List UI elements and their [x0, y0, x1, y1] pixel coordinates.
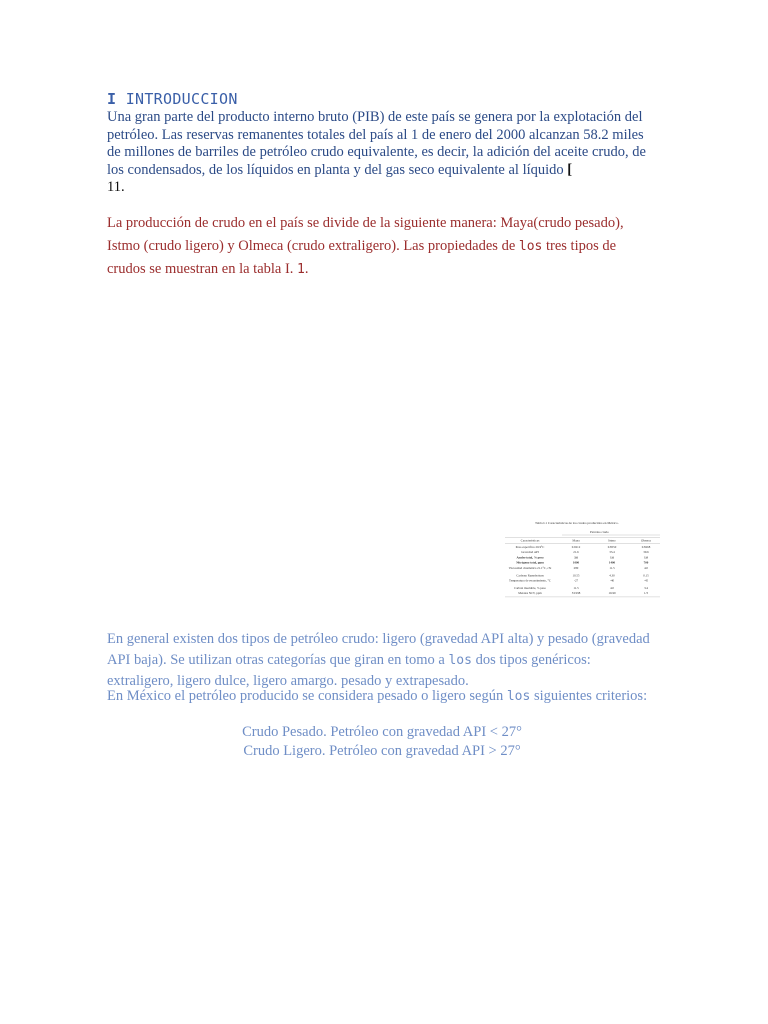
table-cell: 280: [573, 565, 579, 570]
section-number: I: [107, 90, 117, 108]
types-text-1: En general existen dos tipos de petróleo crudo: ligero (gravedad API alta) y pesado (gravedad API baja). Se utilizan otras categorías que giran en tomo a: [107, 631, 650, 668]
table-cell: 33.4: [609, 550, 615, 555]
table-cell: 1.0: [644, 555, 648, 560]
table-cell: 4.0: [610, 586, 614, 590]
table-row-label: Carbono Ramsbottom: [516, 573, 544, 578]
table-cell: 1000: [572, 560, 580, 565]
types-text-2: dos tipos genéricos: extraligero, ligero dulce, ligero amargo. pesado y extrapesado.: [107, 652, 591, 689]
table-row-label: Viscosidad cinemática 21.1°C, cSt: [508, 565, 552, 570]
types-los: los: [448, 653, 472, 668]
production-los: los: [518, 238, 543, 254]
table-row-label: Azufre total, % peso: [516, 555, 544, 560]
table-cell: 53/298: [571, 591, 581, 596]
table-ref-number: 1: [297, 262, 305, 277]
table-row-label: Peso específico 20/4°C: [515, 545, 545, 549]
criteria-los: los: [506, 689, 531, 704]
table-cell: 0.8550: [607, 545, 617, 549]
criteria-text-1: En México el petróleo producido se considera pesado o ligero según: [107, 688, 507, 704]
table-cell: -27: [573, 578, 579, 583]
intro-paragraph: [107, 109, 655, 197]
table-cell: 1400: [608, 560, 616, 565]
table-header-cell: Olmeca: [641, 538, 651, 543]
table-header-cell: Maya: [572, 538, 580, 543]
production-text-2: tres tipos de crudos se muestran en la tabla I.: [107, 237, 617, 277]
table-cell: 700: [643, 560, 649, 565]
table-row-label: Metales Ni/V, ppm: [518, 591, 542, 596]
table-row-label: Gravedad API: [521, 550, 539, 555]
table-cell: 4.0: [644, 565, 648, 570]
table-header-cell: Características: [520, 538, 540, 543]
table-caption: Tabla I.1 Características de los crudos producidos en México.: [535, 521, 619, 525]
table-cell: 10/49: [608, 591, 616, 596]
section-title: INTRODUCCION: [125, 90, 238, 108]
table-row-label: Nitrógeno total, ppm: [516, 560, 544, 565]
table-cell: 39.6: [643, 550, 649, 555]
criteria-text-2: siguientes criterios:: [530, 688, 648, 704]
production-paragraph: [107, 212, 655, 282]
table-row-label: Carbón insoluble, % peso: [514, 586, 546, 590]
table-cell: 10.55: [572, 573, 580, 578]
table-cell: 21.6: [573, 550, 579, 555]
table-cell: -40: [609, 578, 615, 583]
production-end: .: [304, 261, 309, 277]
section-heading: [107, 90, 238, 108]
table-cell: 11.5: [609, 565, 615, 570]
intro-text: Una gran parte del producto interno bruto (PIB) de este país se genera por la explotación del petróleo. Las reservas remanentes totales del país al 1 de enero del 2000 alcanzan 58.2 miles de millones de barriles de petróleo crudo equivalente, es decir, la adición del aceite crudo, de los condensados, de los líquidos en planta y del gas seco equivalente al líquido: [107, 109, 646, 178]
types-paragraph: [107, 629, 655, 692]
table-header-cell: Istmo: [608, 538, 616, 543]
table-row-label: Temperatura de escurrimiento, °C: [509, 578, 551, 583]
table-cell: 11.5: [573, 586, 579, 590]
table-cell: 1/3: [644, 591, 648, 596]
reference-number: 11.: [107, 179, 125, 196]
crude-properties-table: [500, 518, 662, 610]
criterion-heavy: Crudo Pesado. Petróleo con gravedad API < 27°: [242, 724, 522, 740]
table-cell: 0.9212: [571, 545, 581, 549]
table-cell: 0.8268: [641, 545, 651, 549]
criteria-paragraph: [107, 688, 655, 705]
table-cell: 4.30: [609, 573, 615, 578]
production-text-1: La producción de crudo en el país se divide de la siguiente manera: Maya(crudo pesado), Istmo (crudo ligero) y Olmeca (crudo extraligero). Las propiedades de: [107, 215, 624, 254]
table-cell: 1.6: [610, 555, 614, 560]
table-cell: 0.15: [643, 573, 649, 578]
reference-bracket: [: [567, 161, 573, 178]
table-group-header: Petróleo crudo: [590, 530, 609, 534]
table-cell: 3.6: [574, 555, 578, 560]
table-cell: 3.4: [644, 586, 648, 590]
criterion-light: Crudo Ligero. Petróleo con gravedad API > 27°: [243, 743, 521, 759]
table-cell: -45: [643, 578, 649, 583]
